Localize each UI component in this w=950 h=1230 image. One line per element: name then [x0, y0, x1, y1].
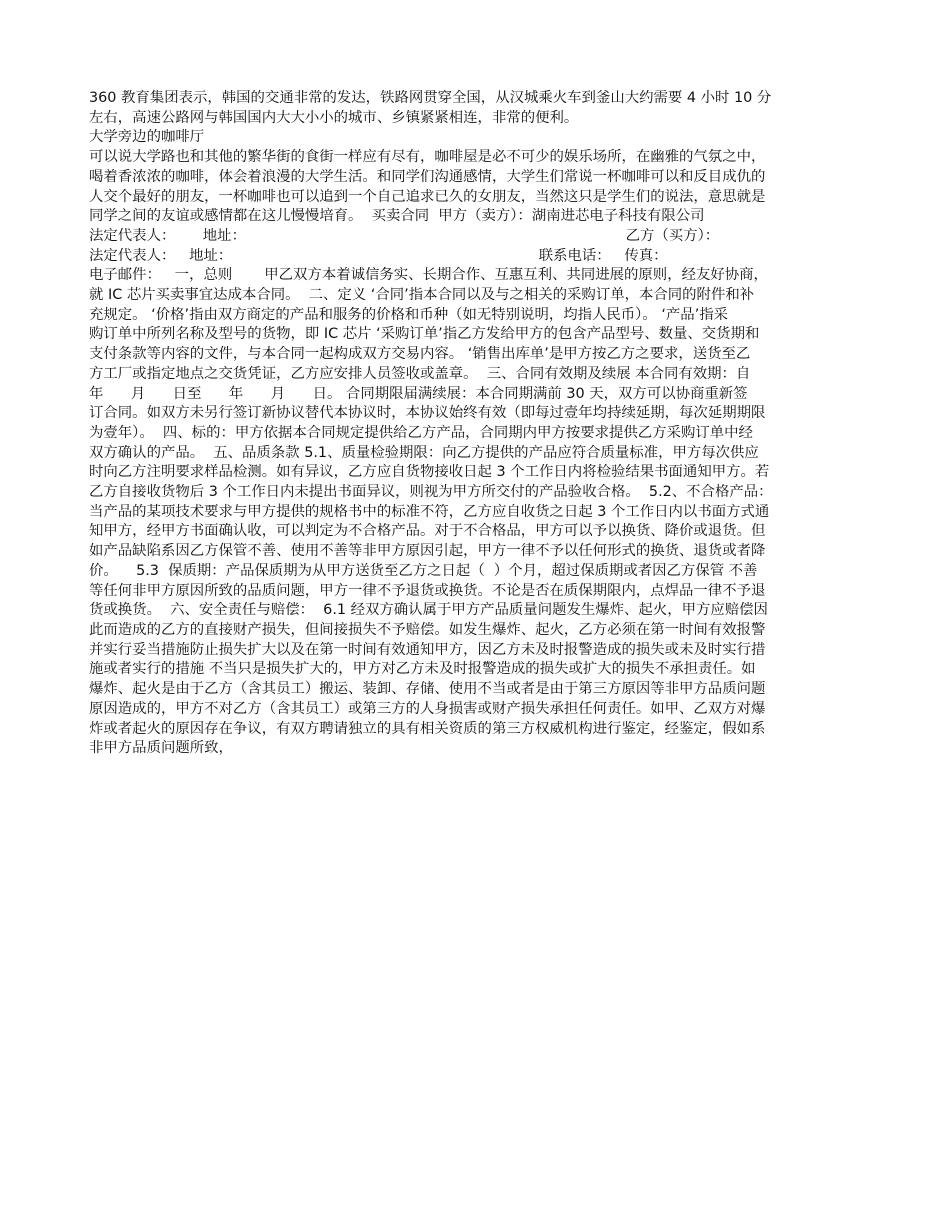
text-line-32: 原因造成的，甲方不对乙方（含其员工）或第三方的人身损害或财产损失承担任何责任。如甲、乙双方对爆	[89, 700, 766, 717]
text-line-11: 就 IC 芯片买卖事宜达成本合同。 二、定义 ‘合同’指本合同以及与之相关的采购订单，本合同的附件和补	[89, 287, 755, 304]
text-line-33: 炸或者起火的原因存在争议，有双方聘请独立的具有相关资质的第三方权威机构进行鉴定，经鉴定，假如系	[89, 720, 766, 737]
text-line-16: 年 月 日至 年 月 日。 合同期限届满续展：本合同期满前 30 天，双方可以协商重新签	[89, 385, 748, 402]
text-line-12: 充规定。 ‘价格’指由双方商定的产品和服务的价格和币种（如无特别说明，均指人民币）。 ‘产品’指采	[89, 306, 729, 323]
text-line-10: 电子邮件： 一，总则 甲乙双方本着诚信务实、长期合作、互惠互利、共同进展的原则，经友好协商，	[89, 267, 768, 284]
text-line-34: 非甲方品质问题所致，	[89, 740, 233, 757]
text-line-4: 可以说大学路也和其他的繁华街的食街一样应有尽有，咖啡屋是必不可少的娱乐场所，在幽雅的气氛之中，	[89, 149, 766, 166]
text-line-26: 等任何非甲方原因所致的品质问题，甲方一律不予退货或换货。不论是否在质保期限内，点焊品一律不予退	[89, 582, 766, 599]
text-line-19: 双方确认的产品。 五、品质条款 5.1、质量检验期限：向乙方提供的产品应符合质量标准，甲方每次供应	[89, 444, 759, 461]
text-line-7: 同学之间的友谊或感情都在这儿慢慢培育。 买卖合同 甲方（卖方）：湖南进芯电子科技有限公司	[89, 208, 705, 225]
text-line-23: 知甲方，经甲方书面确认收，可以判定为不合格产品。对于不合格品，甲方可以予以换货、降价或退货。但	[89, 523, 766, 540]
text-line-21: 乙方自接收货物后 3 个工作日内未提出书面异议，则视为甲方所交付的产品验收合格。 5.2、不合格产品：	[89, 484, 773, 501]
text-line-14: 支付条款等内容的文件，与本合同一起构成双方交易内容。 ‘销售出库单’是甲方按乙方之要求，送货至乙	[89, 346, 751, 363]
text-line-30: 施或者实行的措施 不当只是损失扩大的，甲方对乙方未及时报警造成的损失或扩大的损失不承担责任。如	[89, 661, 756, 678]
text-line-15: 方工厂或指定地点之交货凭证，乙方应安排人员签收或盖章。 三、合同有效期及续展 本合同有效期：自	[89, 365, 751, 382]
text-line-24: 如产品缺陷系因乙方保管不善、使用不善等非甲方原因引起，甲方一律不予以任何形式的换货、退货或者降	[89, 543, 766, 560]
text-line-13: 购订单中所列名称及型号的货物，即 IC 芯片 ‘采购订单’指乙方发给甲方的包含产品型号、数量、交货期和	[89, 326, 760, 343]
document-body	[89, 89, 861, 759]
text-line-17: 订合同。如双方未另行签订新协议替代本协议时，本协议始终有效（即每过壹年均持续延期，每次延期期限	[89, 405, 766, 422]
text-line-31: 爆炸、起火是由于乙方（含其员工）搬运、装卸、存储、使用不当或者是由于第三方原因等非甲方品质问题	[89, 681, 766, 698]
section-heading-cafe: 大学旁边的咖啡厅	[89, 129, 205, 146]
text-line-22: 当产品的某项技术要求与甲方提供的规格书中的标准不符，乙方应自收货之日起 3 个工作日内以书面方式通	[89, 503, 770, 520]
text-line-29: 并实行妥当措施防止损失扩大以及在第一时间有效通知甲方，因乙方未及时报警造成的损失或未及时实行措	[89, 641, 766, 658]
text-line-5: 喝着香浓浓的咖啡，体会着浪漫的大学生活。和同学们沟通感情，大学生们常说一杯咖啡可以和反目成仇的	[89, 168, 766, 185]
text-line-28: 此而造成的乙方的直接财产损失，但间接损失不予赔偿。如发生爆炸、起火，乙方必须在第一时间有效报警	[89, 621, 766, 638]
text-line-8: 法定代表人： 地址： 乙方（买方）：	[89, 227, 720, 244]
text-line-18: 为壹年）。 四、标的：甲方依据本合同规定提供给乙方产品，合同期内甲方按要求提供乙方采购订单中经	[89, 424, 753, 441]
text-line-1: 360 教育集团表示，韩国的交通非常的发达，铁路网贯穿全国，从汉城乘火车到釜山大约需要 4 小时 10 分	[89, 90, 772, 106]
text-line-27: 货或换货。 六、安全责任与赔偿： 6.1 经双方确认属于甲方产品质量问题发生爆炸、起火，甲方应赔偿因	[89, 602, 768, 619]
text-line-6: 人交个最好的朋友，一杯咖啡也可以追到一个自己追求已久的女朋友，当然这只是学生们的说法，意思就是	[89, 188, 766, 205]
text-line-2: 左右，高速公路网与韩国国内大大小小的城市、乡镇紧紧相连，非常的便利。	[89, 109, 579, 126]
text-line-20: 时向乙方注明要求样品检测。如有异议，乙方应自货物接收日起 3 个工作日内将检验结果书面通知甲方。若	[89, 464, 770, 481]
text-line-25: 价。 5.3 保质期：产品保质期为从甲方送货至乙方之日起（ ）个月，超过保质期或者因乙方保管 不善	[89, 562, 758, 579]
text-line-9: 法定代表人： 地址： 联系电话： 传真：	[89, 247, 668, 264]
